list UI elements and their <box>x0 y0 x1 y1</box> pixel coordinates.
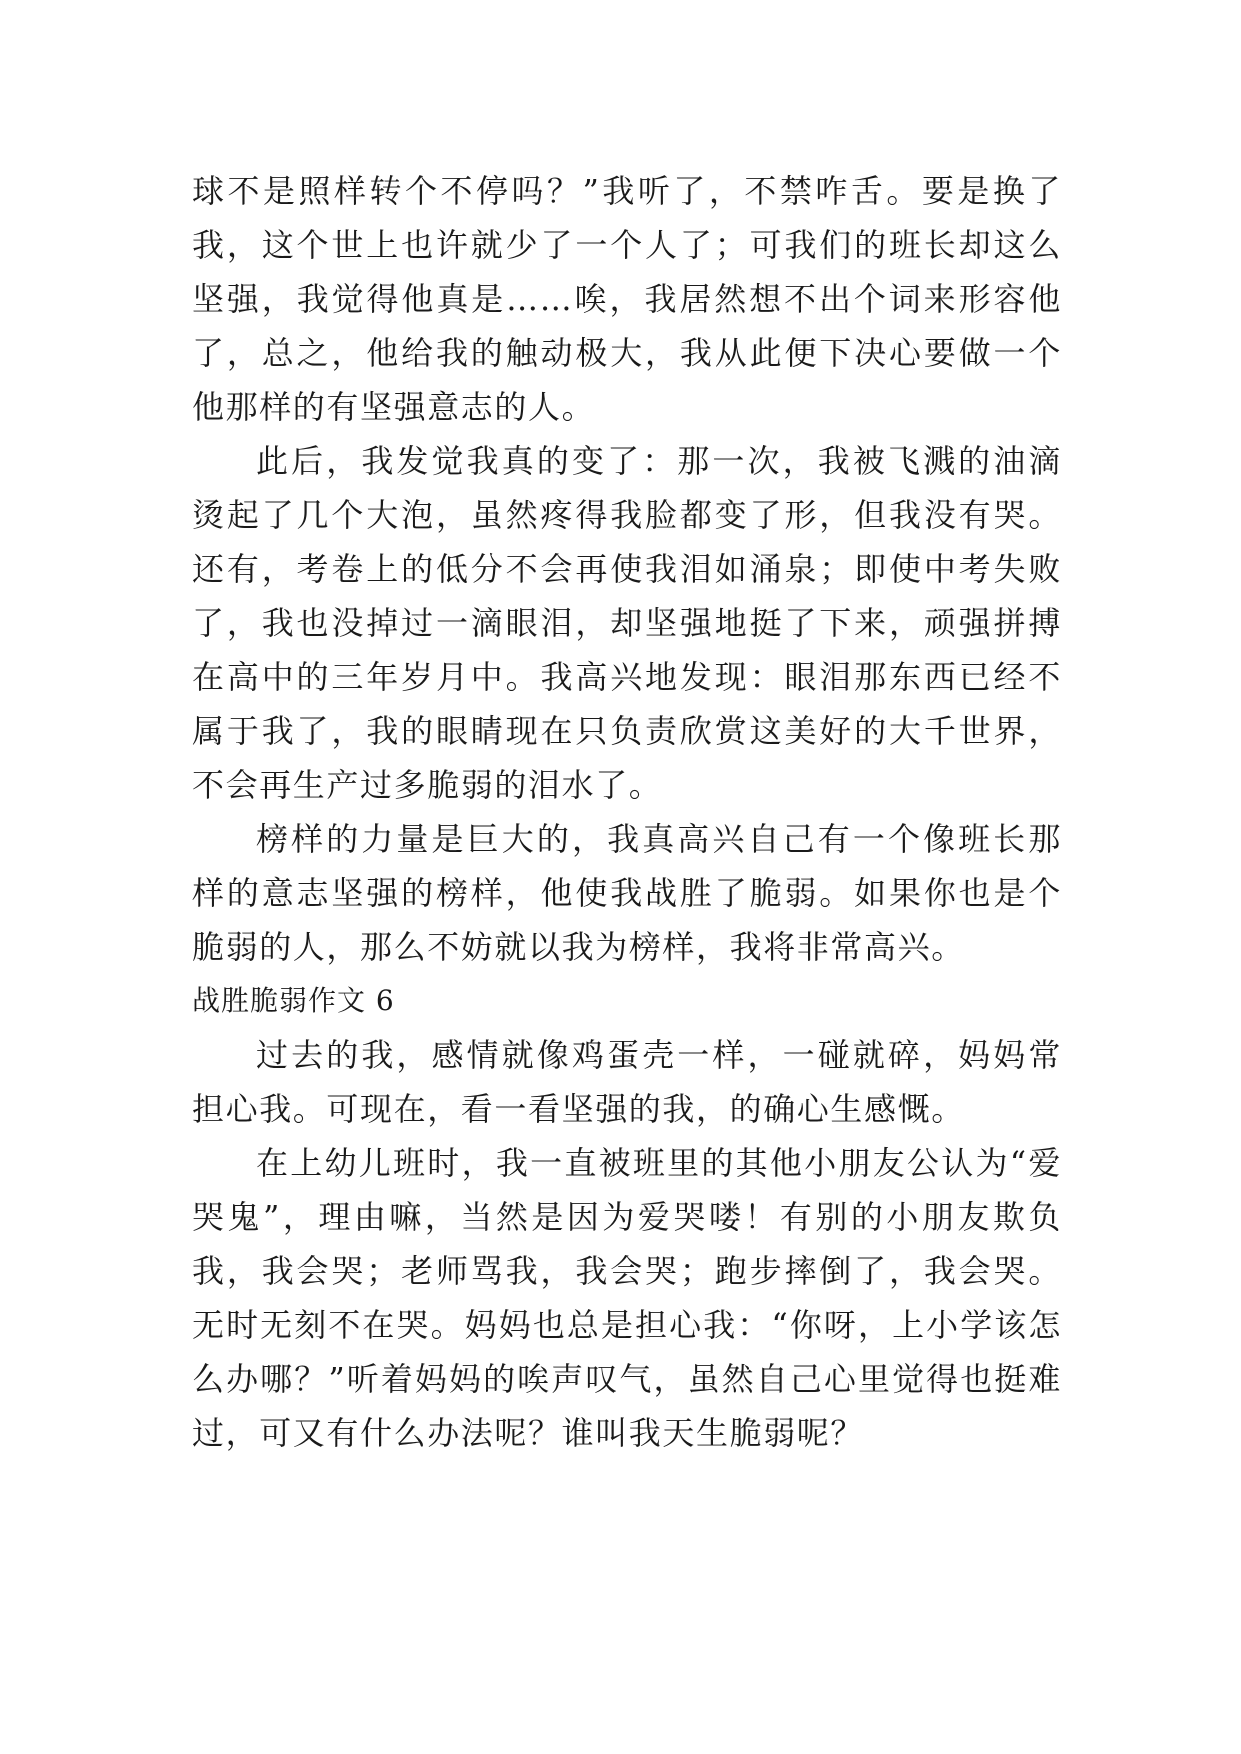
section-title: 战胜脆弱作文 6 <box>192 984 395 1017</box>
document-body <box>192 164 1062 1460</box>
section-paragraph-1: 过去的我，感情就像鸡蛋壳一样，一碰就碎，妈妈常担心我。可现在，看一看坚强的我，的确心生感慨。 <box>192 1036 1062 1128</box>
paragraph-3: 榜样的力量是巨大的，我真高兴自己有一个像班长那样的意志坚强的榜样，他使我战胜了脆弱。如果你也是个脆弱的人，那么不妨就以我为榜样，我将非常高兴。 <box>192 820 1062 966</box>
paragraph-2: 此后，我发觉我真的变了：那一次，我被飞溅的油滴烫起了几个大泡，虽然疼得我脸都变了形，但我没有哭。还有，考卷上的低分不会再使我泪如涌泉；即使中考失败了，我也没掉过一滴眼泪，却坚强地挺了下来，顽强拼搏在高中的三年岁月中。我高兴地发现：眼泪那东西已经不属于我了，我的眼睛现在只负责欣赏这美好的大千世界，不会再生产过多脆弱的泪水了。 <box>192 442 1062 804</box>
paragraph-1: 球不是照样转个不停吗？”我听了，不禁咋舌。要是换了我，这个世上也许就少了一个人了；可我们的班长却这么坚强，我觉得他真是……唉，我居然想不出个词来形容他了，总之，他给我的触动极大，我从此便下决心要做一个他那样的有坚强意志的人。 <box>192 172 1062 426</box>
section-paragraph-2: 在上幼儿班时，我一直被班里的其他小朋友公认为“爱哭鬼”，理由嘛，当然是因为爱哭喽！有别的小朋友欺负我，我会哭；老师骂我，我会哭；跑步摔倒了，我会哭。无时无刻不在哭。妈妈也总是担心我：“你呀，上小学该怎么办哪？”听着妈妈的唉声叹气，虽然自己心里觉得也挺难过，可又有什么办法呢？谁叫我天生脆弱呢？ <box>192 1144 1062 1452</box>
